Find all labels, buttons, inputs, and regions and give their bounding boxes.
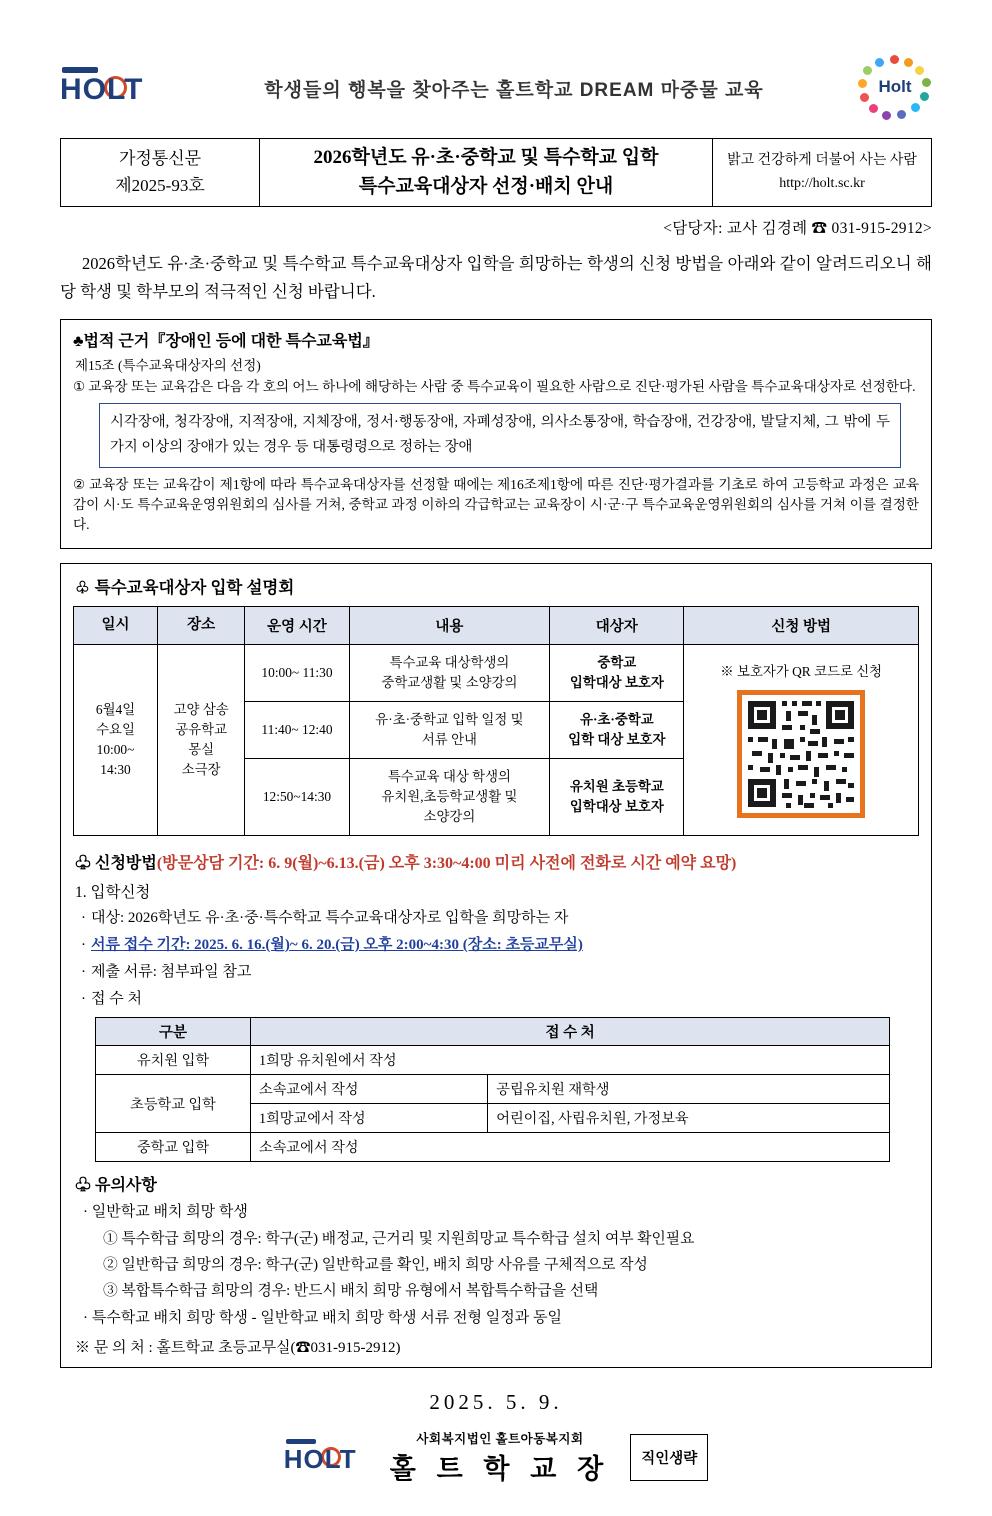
col-content: 내용 [349,606,550,644]
info-session-heading [75,574,919,598]
apply-bullet-target [81,906,919,931]
apply-bullet-documents-text: 제출 서류: 첨부파일 참고 [91,963,252,980]
notice-line-2-text: 특수학교 배치 희망 학생 - 일반학교 배치 희망 학생 서류 전형 일정과 동일 [91,1309,562,1326]
reception-table [95,1017,890,1162]
signature-logo-text: HOLT [283,1443,357,1474]
signature-name: 홀 트 학 교 장 [389,1454,611,1485]
notice-sub-1: ① 특수학급 희망의 경우: 학구(군) 배정교, 근거리 및 지원희망교 특수학급 설치 여부 확인필요 [103,1230,695,1247]
notice-heading-text: 유의사항 [95,1177,157,1195]
place-line-1: 고양 삼송 [173,701,229,717]
apply-bullet-period-text: 서류 접수 기간: 2025. 6. 16.(월)~ 6. 20.(금) 오후 2:00~4:30 (장소: 초등교무실) [91,937,583,954]
qr-note: ※ 보호자가 QR 코드로 신청 [720,663,883,679]
qr-wrapper [687,690,915,818]
school-info [713,139,932,207]
table-header-row [96,1018,890,1046]
content-3-line-2: 유치원,초등학교생활 및 [381,789,518,805]
cell-content-2 [349,701,550,758]
cell-when [74,644,158,836]
signature-block [60,1429,932,1486]
legal-item-1-number: ① [73,378,86,394]
col-place: 장소 [158,606,245,644]
content-1-line-2: 중학교생활 및 소양강의 [381,674,518,690]
cell-reception-elementary-note-2: 어린이집, 사립유치원, 가정보육 [488,1104,890,1133]
legal-item-2-number: ② [73,476,86,492]
title-table [60,138,932,207]
notice-sub-2: ② 일반학급 희망의 경우: 학구(군) 일반학교를 확인, 배치 희망 사유를 구체적으로 작성 [103,1257,648,1274]
cell-time-3: 12:50~14:30 [245,758,349,835]
notice-sub-3: ③ 복합특수학급 희망의 경우: 반드시 배치 희망 유형에서 복합특수학급을 선택 [103,1283,599,1300]
signature-org: 사회복지법인 홀트아동복지회 [416,1432,584,1447]
col-target: 대상자 [550,606,684,644]
cell-reception-elementary-note-1: 공립유치원 재학생 [488,1075,890,1104]
table-row [96,1046,890,1075]
clover-icon: ♧ [75,577,90,597]
notice-line-1 [83,1200,919,1225]
table-row [96,1075,890,1104]
legal-item-2 [73,475,919,536]
newsletter-label: 가정통신문 [118,149,202,169]
legal-basis-box [60,319,932,549]
place-line-3: 몽실 [188,741,215,757]
col-reception: 접 수 처 [251,1018,890,1046]
when-line-4: 14:30 [100,762,131,778]
content-2-line-1: 유·초·중학교 입학 일정 및 [375,711,524,727]
school-url[interactable]: http://holt.sc.kr [779,175,865,191]
holt-logo [60,59,170,117]
contact-line: <담당자: 교사 김경례 ☎ 031-915-2912> [663,220,932,237]
content-3-line-3: 소양강의 [423,809,476,825]
cell-reception-elementary-2: 1희망교에서 작성 [251,1104,488,1133]
content-3-line-1: 특수교육 대상 학생의 [387,768,511,784]
target-1-line-1: 중학교 [597,654,637,670]
page-title [260,139,713,207]
place-line-2: 공유학교 [175,721,228,737]
bullet-dot: · [83,1309,92,1326]
apply-step-1: 1. 입학신청 [75,884,151,902]
apply-method-label: 신청방법 [95,855,157,873]
cell-category-middle: 중학교 입학 [96,1133,251,1162]
target-2-line-1: 유·초·중학교 [580,711,654,727]
disability-types-box: 시각장애, 청각장애, 지적장애, 지체장애, 정서·행동장애, 자폐성장애, 의사소통장애, 학습장애, 건강장애, 발달지체, 그 밖에 두 가지 이상의 장애가 있는 경우 등 대통령령으로 정하는 장애 [99,403,901,467]
info-session-table [73,606,919,837]
bullet-dot: · [81,910,86,927]
signature-text [390,1429,610,1486]
apply-method-note: (방문상담 기간: 6. 9(월)~6.13.(금) 오후 3:30~4:00 미리 사전에 전화로 시간 예약 요망) [156,855,737,873]
cell-reception-kindergarten: 1희망 유치원에서 작성 [251,1046,890,1075]
info-session-box [60,563,932,1369]
legal-item-2-text: 교육장 또는 교육감이 제1항에 따라 특수교육대상자를 선정할 때에는 제16조제1항에 따른 진단·평가결과를 기초로 하여 고등학교 과정은 교육감이 시·도 특수교육운영위원회의 심사를 거쳐, 중학교 과정 이하의 각급학교는 교육장이 시·군·구 특수교육운영위원회의 심사를 거쳐 이를 결정한다. [73,476,919,533]
col-when: 일시 [74,606,158,644]
intro-paragraph: 2026학년도 유·초·중학교 및 특수학교 특수교육대상자 입학을 희망하는 학생의 신청 방법을 아래와 같이 알려드리오니 해당 학생 및 학부모의 적극적인 신청 바랍니다. [60,254,932,302]
legal-item-1-text: 교육장 또는 교육감은 다음 각 호의 어느 하나에 해당하는 사람 중 특수교육이 필요한 사람으로 진단·평가된 사람을 특수교육대상자로 선정한다. [88,378,916,394]
place-line-4: 소극장 [181,762,221,778]
target-3-line-2: 입학대상 보호자 [569,799,664,815]
apply-bullet-reception-text: 접 수 처 [91,990,142,1007]
page-title-line1: 2026학년도 유·초·중학교 및 특수학교 입학 [313,147,659,168]
qr-code[interactable] [737,690,865,818]
clover-icon: ♧ [75,855,96,873]
bullet-dot: · [81,990,86,1007]
table-row [96,1133,890,1162]
col-category: 구분 [96,1018,251,1046]
page-title-line2: 특수교육대상자 선정·배치 안내 [358,175,614,197]
cell-target-1 [550,644,684,701]
target-2-line-2: 입학 대상 보호자 [568,731,666,747]
banner-slogan: 학생들의 행복을 찾아주는 홀트학교 DREAM 마중물 교육 [264,79,764,101]
legal-item-1 [73,377,919,397]
cell-time-1: 10:00~ 11:30 [245,644,349,701]
target-1-line-2: 입학대상 보호자 [569,674,664,690]
target-3-line-1: 유치원 초등학교 [569,779,664,795]
newsletter-number [61,139,260,207]
cell-apply-method [684,644,919,836]
apply-bullet-reception [81,987,919,1012]
notice-line-1-text: 일반학교 배치 희망 학생 [91,1204,248,1221]
info-session-heading-text: 특수교육대상자 입학 설명회 [94,577,295,597]
table-row [74,644,919,701]
badge-text: Holt [878,77,912,96]
when-line-1: 6월4일 [95,701,136,717]
cell-target-3 [550,758,684,835]
col-apply-method: 신청 방법 [684,606,919,644]
stamp-omitted-box: 직인생략 [630,1434,708,1481]
cell-time-2: 11:40~ 12:40 [245,701,349,758]
cell-category-kindergarten: 유치원 입학 [96,1046,251,1075]
col-time: 운영 시간 [245,606,349,644]
legal-basis-heading: ♣법적 근거『장애인 등에 대한 특수교육법』 [73,332,379,350]
apply-bullet-documents [81,960,919,985]
cell-reception-elementary-1: 소속교에서 작성 [251,1075,488,1104]
apply-bullet-target-text: 대상: 2026학년도 유·초·중·특수학교 특수교육대상자로 입학을 희망하는 자 [91,910,569,927]
newsletter-issue: 제2025-93호 [115,175,205,195]
clover-icon: ♧ [75,1177,96,1195]
cell-target-2 [550,701,684,758]
notice-footer-contact: ※ 문 의 처 : 홀트학교 초등교무실(☎031-915-2912) [75,1340,401,1357]
cell-content-1 [349,644,550,701]
notice-heading [75,1172,919,1195]
bullet-dot: · [81,963,86,980]
signature-logo [284,1434,376,1482]
apply-method-heading [75,850,919,873]
document-date: 2025. 5. 9. [429,1390,563,1415]
logo-text: HOLT [60,73,144,106]
bullet-dot: · [81,937,86,954]
cell-category-elementary: 초등학교 입학 [96,1075,251,1133]
content-1-line-1: 특수교육 대상학생의 [389,654,510,670]
notice-line-2 [83,1306,919,1331]
cell-reception-middle: 소속교에서 작성 [251,1133,890,1162]
content-2-line-2: 서류 안내 [421,731,477,747]
document-banner [60,52,932,124]
apply-bullet-period [81,933,919,958]
holt-badge-logo [858,55,932,121]
school-motto: 밝고 건강하게 더불어 사는 사람 [727,153,917,169]
legal-article: 제15조 (특수교육대상자의 선정) [75,357,261,373]
table-header-row [74,606,919,644]
bullet-dot: · [83,1204,92,1221]
cell-content-3 [349,758,550,835]
cell-place [158,644,245,836]
when-line-2: 수요일 [96,721,135,737]
when-line-3: 10:00~ [96,741,135,757]
